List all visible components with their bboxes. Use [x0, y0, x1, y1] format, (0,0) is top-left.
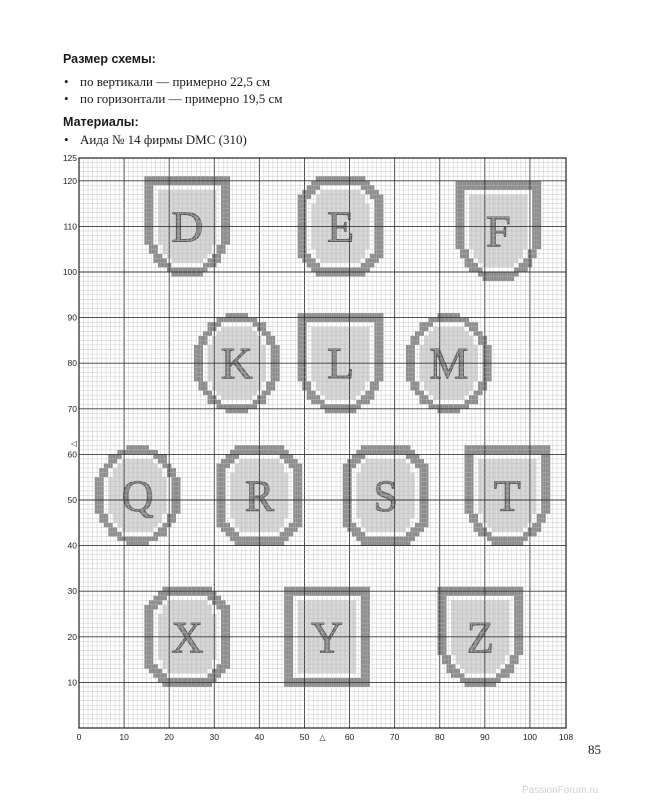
- motif-letter: X: [171, 612, 204, 662]
- motif-letter: K: [220, 339, 253, 389]
- size-horizontal: • по горизонтали — примерно 19,5 см: [63, 90, 282, 107]
- motif-letter: M: [429, 339, 469, 389]
- motif-letter: T: [493, 471, 521, 521]
- motif-letter: R: [244, 471, 275, 521]
- motif-letter: Y: [311, 612, 343, 662]
- motif-letter: L: [327, 339, 354, 389]
- motif-letter: E: [327, 202, 354, 252]
- motif-letter: F: [486, 206, 511, 256]
- size-heading: Размер схемы:: [63, 52, 156, 66]
- motif-letter: Z: [466, 612, 494, 662]
- materials-heading: Материалы:: [63, 115, 139, 129]
- motif-letter: Q: [121, 471, 154, 521]
- materials-fabric: • Аида № 14 фирмы DMC (310): [63, 131, 247, 148]
- size-vertical: • по вертикали — примерно 22,5 см: [63, 73, 282, 90]
- motif-letter: D: [171, 202, 204, 252]
- motif-letter: S: [373, 471, 398, 521]
